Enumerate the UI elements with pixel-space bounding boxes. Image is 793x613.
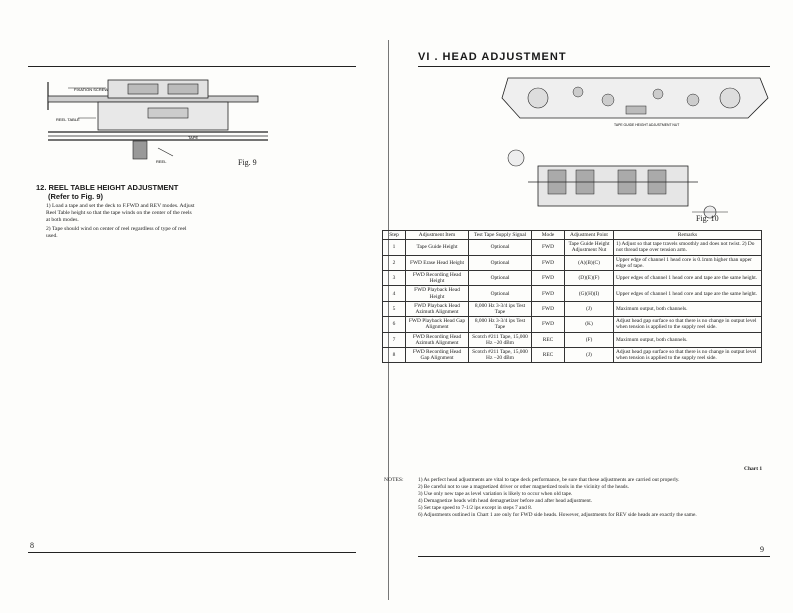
head-adjustment-chart [382, 230, 762, 363]
step-1: 1) Load a tape and set the deck to F.FWD and REV modes. Adjust Reel Table height so that the tape winds on the center of the reels at both modes. [46, 203, 195, 224]
cell-step: 5 [383, 301, 406, 316]
cell-remarks: Adjust head gap surface so that there is no change in output level when tension is applied to the supply reel side. [614, 317, 762, 332]
header-mode: Mode [532, 231, 565, 240]
section-title-line1: 12. REEL TABLE HEIGHT ADJUSTMENT [36, 183, 179, 192]
note-item: 4) Demagnetize heads with head demagnetizer before and after head adjustment. [418, 498, 593, 504]
notes-label: NOTES: [384, 477, 404, 483]
cell-step: 4 [383, 286, 406, 301]
reel-table-diagram [38, 78, 278, 168]
note-item: 3) Use only new tape as level variation is likely to occur when old tape. [418, 491, 573, 497]
cell-step: 7 [383, 332, 406, 347]
note-item: 6) Adjustments outlined in Chart 1 are only for FWD side heads. However, adjustments for REV side heads are exactly the same. [418, 512, 697, 518]
label-fixation-screw: FIXATION SCREW [74, 87, 109, 92]
note-item: 2) Be careful not to use a magnetized driver or other magnetized tools in the vicinity of the heads. [418, 484, 629, 490]
top-rule [28, 66, 356, 67]
cell-point: (D)(E)(F) [565, 271, 614, 286]
cell-step: 1 [383, 240, 406, 255]
notes-list [418, 477, 762, 519]
header-remarks: Remarks [614, 231, 762, 240]
chart-header-row [383, 231, 762, 240]
header-adjustment-point: Adjustment Point [565, 231, 614, 240]
label-reel-table: REEL TABLE [56, 117, 80, 122]
cell-remarks: Upper edge of channel 1 head core is 0.1mm higher than upper edge of tape. [614, 255, 762, 270]
note-item: 5) Set tape speed to 7-1/2 ips except in steps 7 and 8. [418, 505, 533, 511]
chart-body [383, 240, 762, 363]
cell-remarks: Maximum output, both channels. [614, 332, 762, 347]
note-item: 1) As perfect head adjustments are vital to tape deck performance, be sure that these adjustments are carried out properly. [418, 477, 680, 483]
bottom-rule [28, 552, 356, 553]
right-page [384, 0, 793, 613]
cell-mode: FWD [532, 271, 565, 286]
cell-remarks: 1) Adjust so that tape travels smoothly and does not twist. 2) Do not thread tape over tension arm. [614, 240, 762, 255]
cell-remarks: Upper edges of channel 1 head core and tape are the same height. [614, 286, 762, 301]
header-step: Step [383, 231, 406, 240]
cell-item: FWD Recording Head Azimuth Alignment [406, 332, 469, 347]
cell-mode: FWD [532, 286, 565, 301]
section-title-line2: (Refer to Fig. 9) [48, 192, 104, 201]
section-title [36, 183, 226, 201]
cell-signal: 8,000 Hz 3-3/4 ips Test Tape [469, 301, 532, 316]
page-number-right: 9 [760, 545, 764, 554]
header-test-tape: Test Tape Supply Signal [469, 231, 532, 240]
table-row [383, 286, 762, 301]
step-2: 2) Tape should wind on center of reel regardless of type of reel used. [46, 225, 187, 239]
cell-mode: REC [532, 348, 565, 363]
fig9-caption: Fig. 9 [238, 158, 257, 167]
table-row [383, 240, 762, 255]
cell-mode: FWD [532, 317, 565, 332]
cell-item: FWD Playback Head Gap Alignment [406, 317, 469, 332]
table-row [383, 301, 762, 316]
cell-point: (J) [565, 301, 614, 316]
top-figure-caption: TAPE GUIDE HEIGHT ADJUSTMENT NUT [614, 123, 680, 127]
section-title: VI . HEAD ADJUSTMENT [418, 51, 567, 63]
section-steps [46, 203, 196, 241]
label-tape: TAPE [188, 135, 199, 140]
header-adjustment-item: Adjustment Item [406, 231, 469, 240]
table-row [383, 271, 762, 286]
cell-item: FWD Playback Head Height [406, 286, 469, 301]
cell-item: FWD Playback Head Azimuth Alignment [406, 301, 469, 316]
table-row [383, 317, 762, 332]
page-number-left: 8 [30, 541, 34, 550]
cell-step: 3 [383, 271, 406, 286]
cell-point: (G)(H)(I) [565, 286, 614, 301]
cell-signal: Scotch #211 Tape, 15,000 Hz −20 dBm [469, 332, 532, 347]
cell-step: 2 [383, 255, 406, 270]
cell-item: FWD Recording Head Height [406, 271, 469, 286]
head-assembly-diagram [498, 70, 770, 230]
cell-step: 6 [383, 317, 406, 332]
table-row [383, 332, 762, 347]
cell-item: FWD Erase Head Height [406, 255, 469, 270]
top-rule [418, 66, 770, 67]
bottom-rule [418, 556, 770, 557]
label-reel: REEL [156, 159, 167, 164]
cell-point: (J) [565, 348, 614, 363]
cell-mode: FWD [532, 240, 565, 255]
cell-signal: Optional [469, 240, 532, 255]
fig10-caption: Fig. 10 [696, 214, 719, 223]
cell-step: 8 [383, 348, 406, 363]
cell-remarks: Maximum output, both channels. [614, 301, 762, 316]
cell-remarks: Upper edges of channel 1 head core and tape are the same height. [614, 271, 762, 286]
cell-mode: FWD [532, 301, 565, 316]
cell-signal: Scotch #211 Tape, 15,000 Hz −20 dBm [469, 348, 532, 363]
table-row [383, 255, 762, 270]
left-page [0, 0, 390, 613]
chart-caption: Chart 1 [744, 466, 763, 472]
cell-mode: FWD [532, 255, 565, 270]
table-row [383, 348, 762, 363]
cell-point: (A)(B)(C) [565, 255, 614, 270]
cell-signal: Optional [469, 286, 532, 301]
cell-point: Tape Guide Height Adjustment Nut [565, 240, 614, 255]
cell-item: Tape Guide Height [406, 240, 469, 255]
cell-signal: Optional [469, 255, 532, 270]
cell-mode: REC [532, 332, 565, 347]
cell-point: (F) [565, 332, 614, 347]
cell-item: FWD Recording Head Gap Alignment [406, 348, 469, 363]
cell-point: (K) [565, 317, 614, 332]
cell-remarks: Adjust head gap surface so that there is no change in output level when tension is applied to the supply reel side. [614, 348, 762, 363]
cell-signal: 8,000 Hz 3-3/4 ips Test Tape [469, 317, 532, 332]
cell-signal: Optional [469, 271, 532, 286]
